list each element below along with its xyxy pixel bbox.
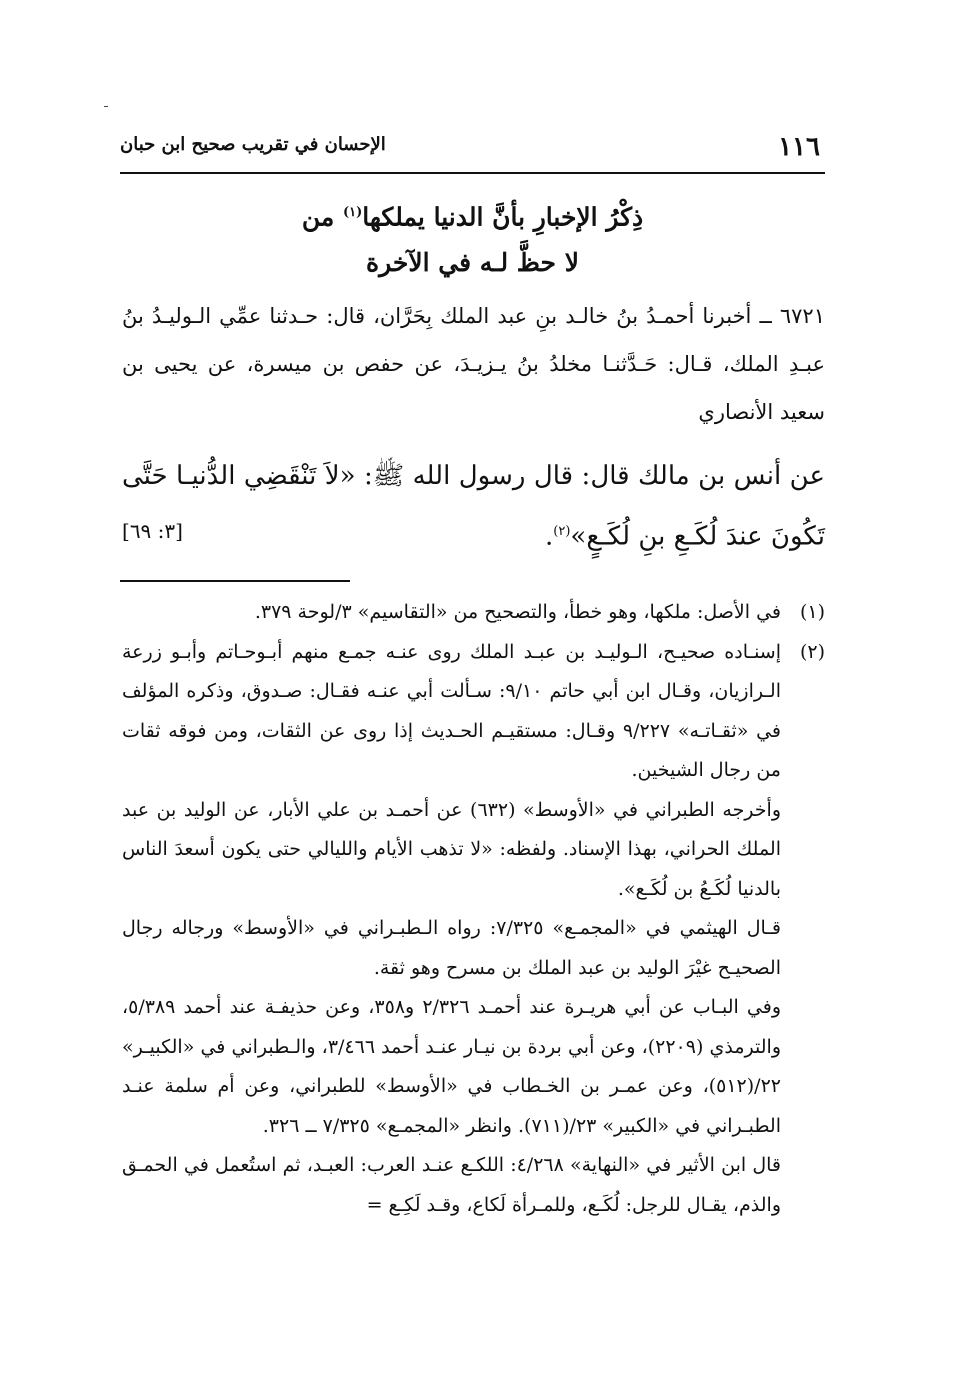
hadith-isnad: ٦٧٢١ ــ أخبرنا أحمـدُ بنُ خالـد بنِ عبد الملك بِحَرَّان، قال: حـدثنا عمِّي الـوليـدُ بنُ عبـدِ الملك، قـال: حَـدَّثنـا مخلدُ بنُ يـزيـدَ، عن حفص بن ميسرة، عن يحيى بن سعيد الأنصاري (122, 304, 825, 424)
footnote-paragraph: قـال الهيثمي في «المجمـع» ٧/٣٢٥: رواه الـطبـراني في «الأوسط» ورجاله رجال الصحيـح غيْرَ الوليد بن عبد الملك بن مسرح وهو ثقة. (122, 917, 781, 979)
footnote-paragraph: إسنـاده صحيـح، الـوليـد بن عبـد الملك روى عنـه جمـع منهم أبـوحـاتم وأبـو زرعة الـرازيان، وقـال ابن أبي حاتم ٩/١٠: سـألت أبي عنـه فقـال: صـدوق، وذكره المؤلف في «ثقـاتـه» ٩/٢٢٧ وقـال: مستقيـم الحـديث إذا روى عن الثقات، ومن فوقه ثقات من رجال الشيخين. (122, 640, 781, 781)
chapter-title-line-1 (120, 190, 825, 240)
page-header (120, 128, 820, 168)
footnote-paragraph: وأخرجه الطبراني في «الأوسط» (٦٣٢) عن أحمـد بن علي الأبار، عن الوليد بن عبد الملك الحراني، بهذا الإسناد. ولفظه: «لا تذهب الأيام والليالي حتى يكون أسعدَ الناس بالدنيا لُكَـعُ بن لُكَـع». (122, 798, 781, 900)
footnotes (122, 593, 825, 1225)
footnote-body (122, 593, 781, 633)
running-title: الإحسان في تقريب صحيح ابن حبان (120, 134, 386, 155)
continuation-mark: = (366, 1193, 383, 1216)
footnote-paragraph: وفي البـاب عن أبي هريـرة عند أحمـد ٢/٣٢٦ و٣٥٨، وعن حذيفـة عند أحمد ٥/٣٨٩، والترمذي (٢٢٠٩)، وعن أبي بردة بن نيـار عنـد أحمد ٣/٤٦٦، والـطبراني في «الكبيـر» ٢٢/(٥١٢)، وعن عمـر بن الخـطاب في «الأوسط» للطبراني، وعن أم سلمة عنـد الطبـراني في «الكبير» ٢٣/(٧١١). وانظر «المجمـع» ٧/٣٢٥ ــ ٣٢٦. (122, 996, 781, 1137)
page-number: ١١٦ (778, 132, 820, 162)
header-rule (120, 172, 825, 174)
footnote-paragraph: في الأصل: ملكها، وهو خطأ، والتصحيح من «التقاسيم» ٣/لوحة ٣٧٩. (254, 601, 781, 623)
footnote-body (122, 633, 781, 1226)
hadith-reference: [٣: ٦٩] (122, 518, 183, 543)
scan-mark (104, 106, 108, 107)
footnote-rule (120, 580, 350, 582)
chapter-title-line-2: لا حظَّ لـه في الآخرة (366, 248, 579, 278)
footnote-marker-2: (٢) (553, 524, 571, 539)
footnote-paragraph-text: قال ابن الأثير في «النهاية» ٤/٢٦٨: اللكـع عنـد العرب: العبـد، ثم استُعمل في الحمـق والذم، يقـال للرجل: لُكَـع، وللمـرأة لَكاع، وقـد لَكِـع (122, 1154, 781, 1216)
footnote-2 (122, 633, 825, 1226)
footnote-1 (122, 593, 825, 633)
chapter-title-text: ذِكْرُ الإخبارِ بأنَّ الدنيا يملكها (362, 202, 644, 232)
chapter-title (120, 190, 825, 286)
hadith-matn-end: . (545, 521, 554, 552)
footnote-paragraph-last (122, 1146, 781, 1225)
footnote-number: (٢) (799, 640, 825, 663)
hadith-matn-text: عن أنس بن مالك قال: قال رسول الله ﷺ: «لاَ تَنْقَضِي الدُّنيـا حَتَّى تَكُونَ عندَ لُكَـعِ بنِ لُكَـعٍ» (122, 461, 825, 552)
hadith-matn (122, 448, 825, 565)
footnote-marker-1: (١) (342, 205, 363, 220)
chapter-title-end: من (301, 202, 343, 232)
footnote-number: (١) (799, 601, 825, 623)
